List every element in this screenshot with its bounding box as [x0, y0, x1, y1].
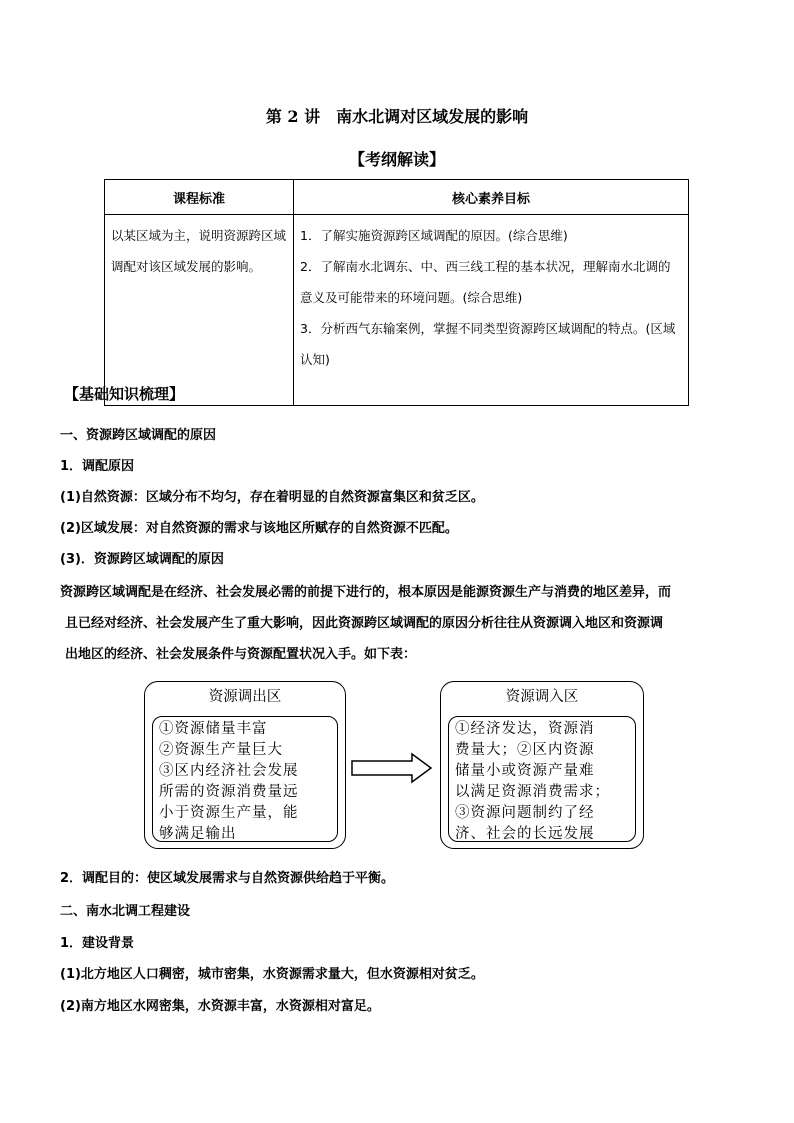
in-region-line: ①经济发达，资源消 — [455, 721, 595, 737]
in-region-line: 费量大；②区内资源 — [455, 742, 595, 758]
paragraph-line: 且已经对经济、社会发展产生了重大影响，因此资源跨区域调配的原因分析往往从资源调入地区和资源调 — [65, 616, 664, 631]
flow-arrow-icon — [350, 752, 434, 784]
header-core-goals: 核心素养目标 — [294, 180, 689, 215]
out-region-title: 资源调出区 — [208, 689, 282, 705]
paragraph-line: 资源跨区域调配是在经济、社会发展必需的前提下进行的，根本原因是能源资源生产与消费的地区差异，而 — [60, 585, 672, 600]
part1-item2: 2．调配目的：使区域发展需求与自然资源供给趋于平衡。 — [60, 871, 395, 886]
goal-item: 1．了解实施资源跨区域调配的原因。(综合思维) — [300, 228, 568, 243]
page-title: 第 2 讲 南水北调对区域发展的影响 — [265, 107, 529, 126]
goals-cell — [294, 215, 689, 406]
part1-item1-c: (3)．资源跨区域调配的原因 — [60, 552, 224, 567]
in-region-title: 资源调入区 — [505, 689, 579, 705]
part2-heading: 二、南水北调工程建设 — [60, 904, 191, 919]
in-region-line: 以满足资源消费需求； — [455, 784, 610, 800]
in-region-line: 济、社会的长远发展 — [455, 826, 595, 842]
out-region-line: ②资源生产量巨大 — [159, 742, 283, 758]
table-row — [105, 215, 689, 406]
in-region-body — [448, 716, 636, 842]
in-region-line: ③资源问题制约了经 — [455, 805, 595, 821]
part1-heading: 一、资源跨区域调配的原因 — [60, 428, 217, 443]
course-standard-cell: 以某区域为主，说明资源跨区域调配对该区域发展的影响。 — [105, 215, 294, 406]
goal-item: 3．分析西气东输案例，掌握不同类型资源跨区域调配的特点。(区域认知) — [300, 321, 676, 367]
header-course-standard: 课程标准 — [105, 180, 294, 215]
part2-item1-b: (2)南方地区水网密集，水资源丰富，水资源相对富足。 — [60, 999, 380, 1014]
part1-item1: 1．调配原因 — [60, 459, 135, 474]
out-region-line: 小于资源生产量，能 — [159, 805, 299, 821]
out-region-line: 所需的资源消费量远 — [159, 784, 299, 800]
in-region-line: 储量小或资源产量难 — [455, 763, 595, 779]
part1-item1-a: (1)自然资源：区域分布不均匀，存在着明显的自然资源富集区和贫乏区。 — [60, 490, 484, 505]
section-heading: 【基础知识梳理】 — [64, 385, 185, 403]
paragraph-line: 出地区的经济、社会发展条件与资源配置状况入手。如下表： — [65, 647, 417, 662]
out-region-line: ①资源储量丰富 — [159, 721, 268, 737]
reason-paragraph — [60, 577, 740, 670]
out-region-line: 够满足输出 — [159, 826, 237, 842]
out-region-box — [144, 681, 346, 849]
part1-item1-b: (2)区域发展：对自然资源的需求与该地区所赋存的自然资源不匹配。 — [60, 521, 458, 536]
in-region-box — [440, 681, 644, 849]
section-subtitle: 【考纲解读】 — [348, 150, 445, 169]
out-region-body — [152, 716, 338, 842]
part2-item1-a: (1)北方地区人口稠密，城市密集，水资源需求量大，但水资源相对贫乏。 — [60, 967, 484, 982]
out-region-line: ③区内经济社会发展 — [159, 763, 299, 779]
goal-item: 2．了解南水北调东、中、西三线工程的基本状况，理解南水北调的意义及可能带来的环境问题。(综合思维) — [300, 259, 671, 305]
table-header-row — [105, 180, 689, 215]
standards-table — [104, 179, 689, 406]
part2-item1: 1．建设背景 — [60, 936, 135, 951]
